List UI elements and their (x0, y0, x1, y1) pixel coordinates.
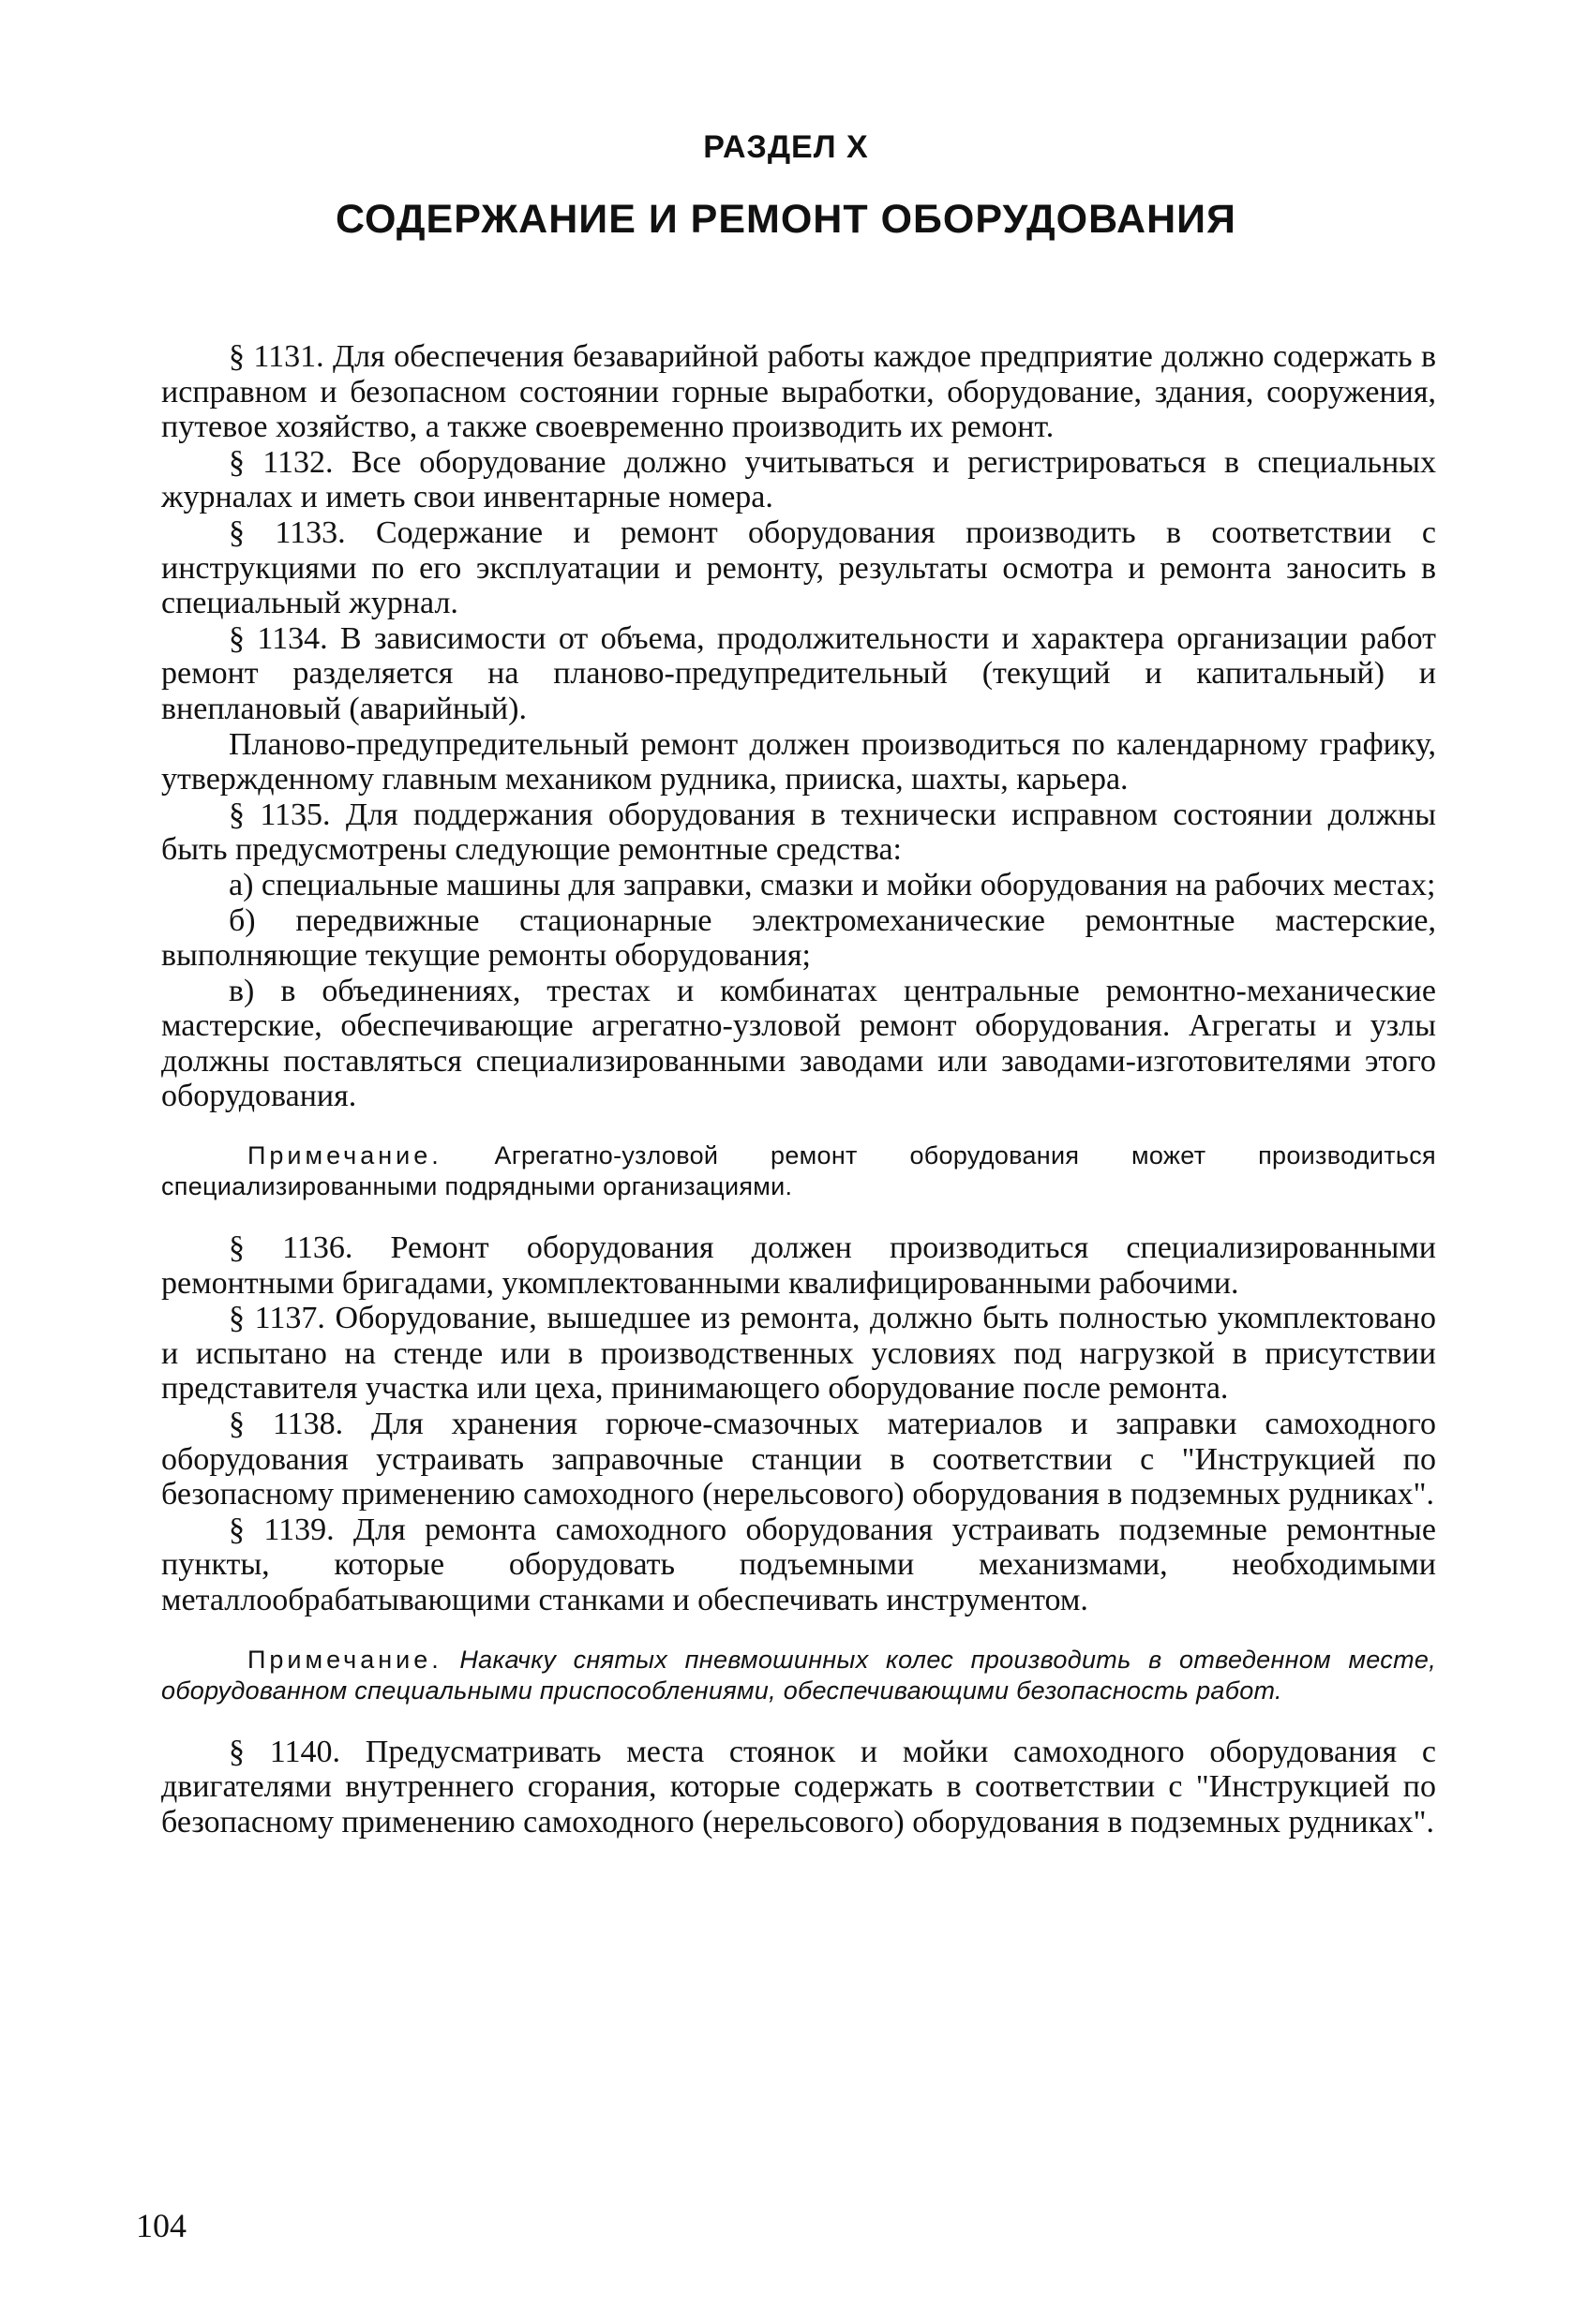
list-item-v: в) в объединениях, трестах и комбинатах центральные ремонтно-механические мастерские, обеспечивающие агрегатно-узловой ремонт оборудования. Агрегаты и узлы должны поставляться специализированными заводами или заводами-изготовителями этого оборудования. (161, 973, 1436, 1114)
list-item-b: б) передвижные стационарные электромеханические ремонтные мастерские, выполняющие текущие ремонты оборудования; (161, 902, 1436, 974)
section-title: СОДЕРЖАНИЕ И РЕМОНТ ОБОРУДОВАНИЯ (336, 197, 1236, 242)
body-text (161, 339, 1436, 1840)
paragraph-1140: § 1140. Предусматривать места стоянок и мойки самоходного оборудования с двигателями внутреннего сгорания, которые содержать в соответствии с "Инструкцией по безопасному применению самоходного (нерельсового) оборудования в подземных рудниках". (161, 1734, 1436, 1840)
page-number: 104 (136, 2207, 187, 2244)
note-2 (161, 1645, 1436, 1706)
paragraph-1138: § 1138. Для хранения горюче-смазочных материалов и заправки самоходного оборудования устраивать заправочные станции в соответствии с "Инструкцией по безопасному применению самоходного (нерельсового) оборудования в подземных рудниках". (161, 1407, 1436, 1512)
list-item-a: а) специальные машины для заправки, смазки и мойки оборудования на рабочих местах; (229, 867, 1436, 902)
section-label: РАЗДЕЛ X (703, 129, 869, 165)
paragraph-1139: § 1139. Для ремонта самоходного оборудования устраивать подземные ремонтные пункты, которые оборудовать подъемными механизмами, необходимыми металлообрабатывающими станками и обеспечивать инструментом. (161, 1512, 1436, 1617)
paragraph-1132: § 1132. Все оборудование должно учитываться и регистрироваться в специальных журналах и иметь свои инвентарные номера. (161, 444, 1436, 515)
paragraph-1136: § 1136. Ремонт оборудования должен производиться специализированными ремонтными бригадами, укомплектованными квалифицированными рабочими. (161, 1230, 1436, 1301)
note-2-label: Примечание. (247, 1645, 442, 1674)
paragraph-1133: § 1133. Содержание и ремонт оборудования производить в соответствии с инструкциями по его эксплуатации и ремонту, результаты осмотра и ремонта заносить в специальный журнал. (161, 514, 1436, 621)
paragraph-1131: § 1131. Для обеспечения безаварийной работы каждое предприятие должно содержать в исправном и безопасном состоянии горные выработки, оборудование, здания, сооружения, путевое хозяйство, а также своевременно производить их ремонт. (161, 339, 1436, 445)
paragraph-1134: § 1134. В зависимости от объема, продолжительности и характера организации работ ремонт разделяется на планово-предупредительный (текущий и капитальный) и внеплановый (аварийный). (161, 620, 1436, 726)
paragraph-1135: § 1135. Для поддержания оборудования в технически исправном состоянии должны быть предусмотрены следующие ремонтные средства: (161, 797, 1436, 868)
note-1-label: Примечание. (247, 1141, 442, 1170)
note-2-text: Накачку снятых пневмошинных колес производить в отведенном месте, оборудованном специальными приспособлениями, обеспечивающими безопасность работ. (161, 1645, 1436, 1705)
paragraph-1137: § 1137. Оборудование, вышедшее из ремонта, должно быть полностью укомплектовано и испытано на стенде или в производственных условиях под нагрузкой в присутствии представителя участка или цеха, принимающего оборудование после ремонта. (161, 1301, 1436, 1407)
note-1-text: Агрегатно-узловой ремонт оборудования может производиться специализированными подрядными организациями. (161, 1141, 1436, 1201)
paragraph-planned-repair: Планово-предупредительный ремонт должен производиться по календарному графику, утвержденному главным механиком рудника, прииска, шахты, карьера. (161, 726, 1436, 797)
note-1 (161, 1140, 1436, 1202)
